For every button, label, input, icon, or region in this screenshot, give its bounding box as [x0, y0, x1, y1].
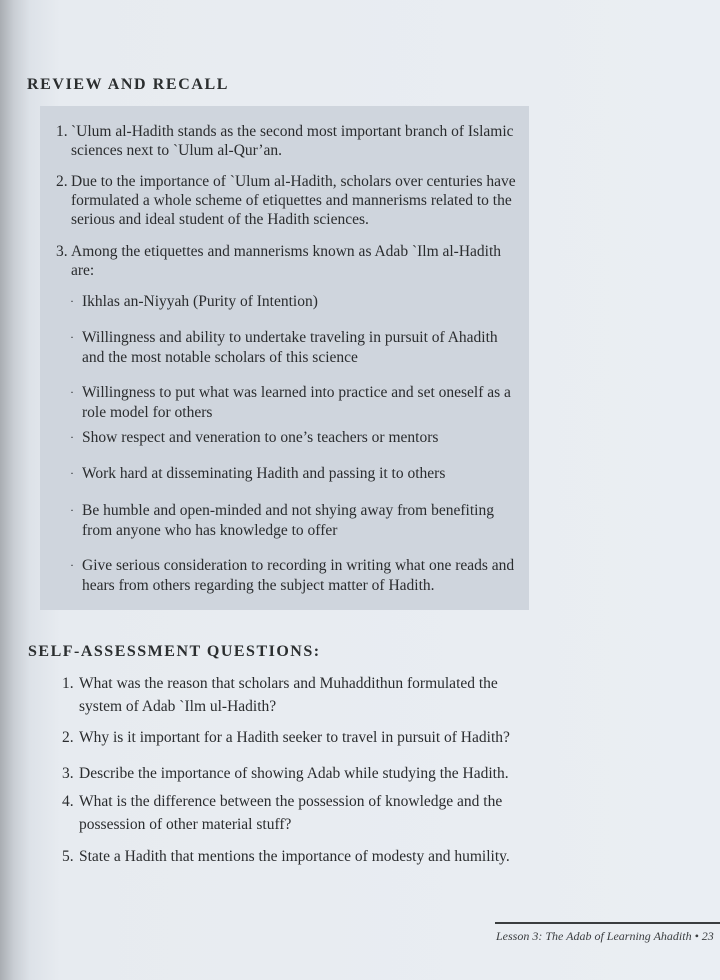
review-bullet: · Ikhlas an-Niyyah (Purity of Intention) [70, 293, 318, 310]
question-item: 5. State a Hadith that mentions the importance of modesty and humility. [62, 848, 510, 865]
question-item: 4. What is the difference between the possession of knowledge and the possession of other material stuff? [62, 793, 503, 833]
review-bullet: · Work hard at disseminating Hadith and passing it to others [70, 465, 446, 482]
bullet-icon: · [70, 466, 74, 480]
review-bullet: · Willingness and ability to undertake traveling in pursuit of Ahadith and the most notable scholars of this science [70, 329, 498, 366]
review-bullet: · Be humble and open-minded and not shying away from benefiting from anyone who has knowledge to offer [70, 502, 494, 539]
bullet-icon: · [70, 430, 74, 444]
review-bullet: · Willingness to put what was learned into practice and set oneself as a role model for others [70, 384, 511, 421]
bullet-icon: · [70, 294, 74, 308]
bullet-icon: · [70, 503, 74, 517]
bullet-icon: · [70, 558, 74, 572]
bullet-icon: · [70, 330, 74, 344]
question-item: 3. Describe the importance of showing Adab while studying the Hadith. [62, 765, 509, 782]
review-item: 3. Among the etiquettes and mannerisms known as Adab `Ilm al-Hadith are: [56, 243, 502, 279]
review-heading: REVIEW AND RECALL [27, 76, 230, 93]
question-item: 2. Why is it important for a Hadith seeker to travel in pursuit of Hadith? [62, 729, 510, 746]
review-bullet: · Give serious consideration to recording in writing what one reads and hears from others regarding the subject matter of Hadith. [70, 557, 515, 594]
self-assessment-heading: SELF-ASSESSMENT QUESTIONS: [28, 643, 321, 660]
question-item: 1. What was the reason that scholars and Muhaddithun formulated the system of Adab `Ilm ul-Hadith? [62, 675, 498, 715]
running-footer: Lesson 3: The Adab of Learning Ahadith • 23 [496, 929, 714, 943]
review-bullet: · Show respect and veneration to one’s teachers or mentors [70, 429, 439, 446]
bullet-icon: · [70, 385, 74, 399]
review-summary-box [40, 106, 529, 610]
footer-divider [495, 922, 720, 924]
review-item: 1. `Ulum al-Hadith stands as the second most important branch of Islamic sciences next to `Ulum al-Qur’an. [56, 123, 514, 159]
review-item: 2. Due to the importance of `Ulum al-Hadith, scholars over centuries have formulated a whole scheme of etiquettes and mannerisms related to the serious and ideal student of the Hadith sciences. [56, 173, 516, 228]
